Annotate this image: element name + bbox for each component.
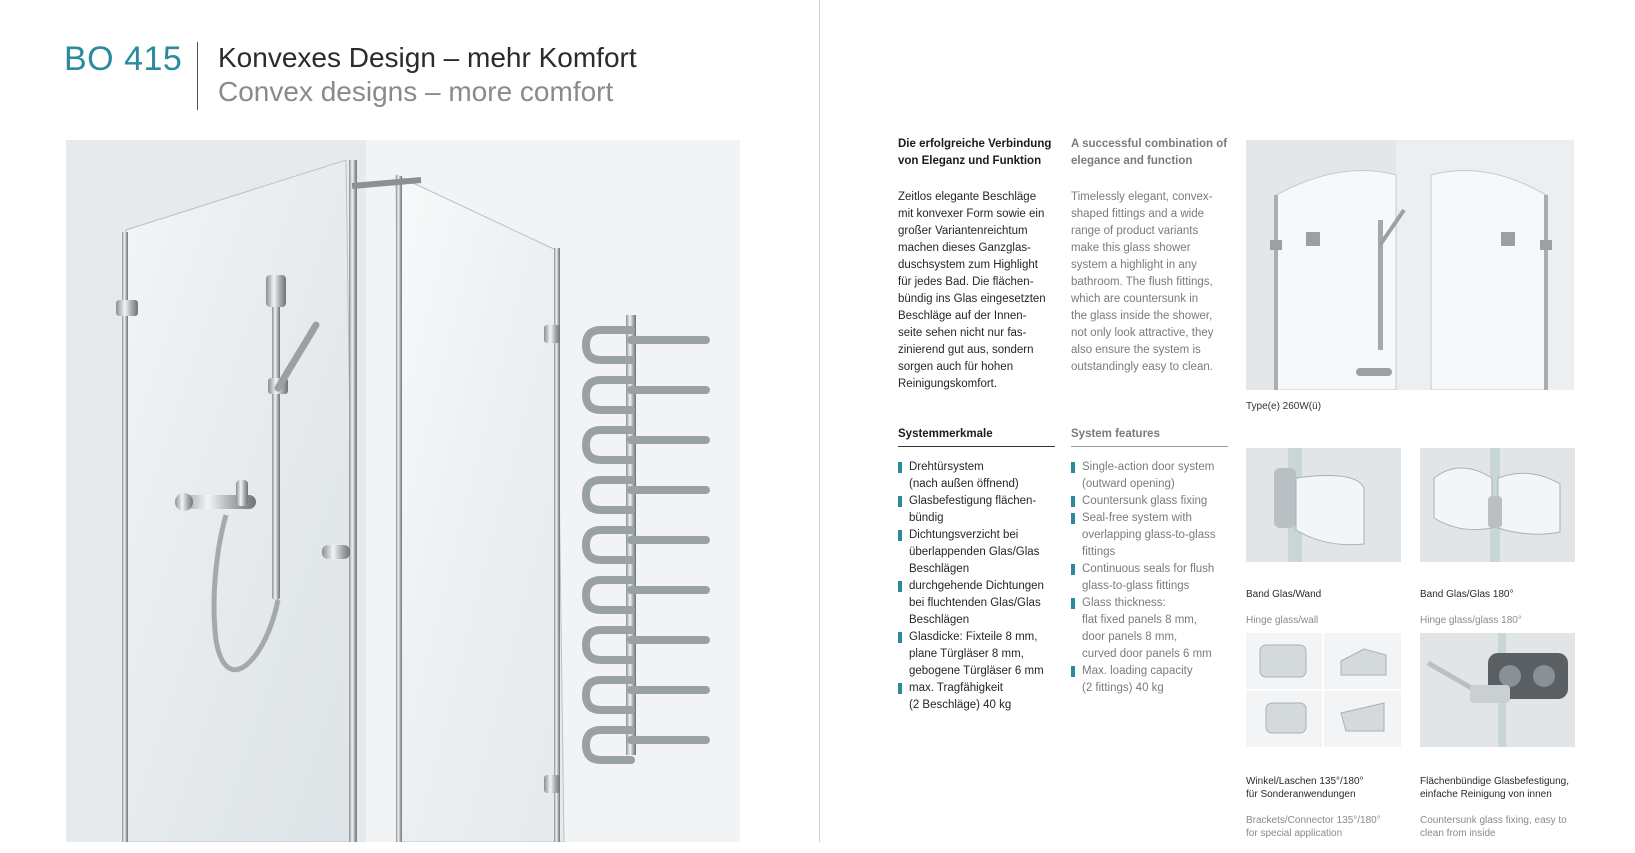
intro-heading-de: Die erfolgreiche Verbindung von Eleganz und Funktion	[898, 138, 1052, 167]
hero-shower-photo	[66, 140, 740, 842]
bullet-bar	[1071, 564, 1075, 575]
intro-body-de: Zeitlos elegante Beschläge mit konvexer Form sowie ein großer Variantenreichtum machen dieses Ganzglas- duschsystem zum Highlight für jedes Bad. Die flächen- bündig ins Glas eingesetzten Beschläge auf der Innen- seite sehen nicht nur fas- zinierend gut aus, sondern sorgen auch für hohen Reinigungskomfort.	[898, 191, 1046, 390]
caption-hinge-glass-wall: Band Glas/Wand Hinge glass/wall	[1246, 589, 1322, 626]
bullet-bar	[898, 496, 902, 507]
photo-flush-glass-fixing	[1420, 633, 1575, 747]
list-item: Drehtürsystem (nach außen öffnend)	[898, 459, 1056, 493]
page-title-de: Konvexes Design – mehr Komfort	[218, 42, 637, 73]
bullet-bar	[898, 462, 902, 473]
photo-hinge-glass-180	[1420, 448, 1575, 562]
list-item: Glasbefestigung flächen- bündig	[898, 493, 1056, 527]
photo-brackets	[1246, 633, 1401, 747]
list-item: Glass thickness: flat fixed panels 8 mm, door panels 8 mm, curved door panels 6 mm	[1071, 595, 1229, 663]
bullet-bar	[1071, 666, 1075, 677]
photo-hinge-glass-wall	[1246, 448, 1401, 562]
caption-flush-glass-fixing: Flächenbündige Glasbefestigung, einfache Reinigung von innen Countersunk glass fixing, easy to clean from inside	[1420, 776, 1569, 839]
bullet-bar	[1071, 496, 1075, 507]
bullet-bar	[1071, 462, 1075, 473]
features-title-en: System features	[1071, 426, 1228, 447]
intro-heading-en: A successful combination of elegance and function	[1071, 138, 1228, 167]
list-item: Single-action door system (outward opening)	[1071, 459, 1229, 493]
features-list-de	[898, 459, 1056, 714]
list-item: Max. loading capacity (2 fittings) 40 kg	[1071, 663, 1229, 697]
model-code: BO 415	[64, 40, 183, 78]
page-spine	[819, 0, 820, 842]
features-list-en	[1071, 459, 1229, 697]
page-title-en: Convex designs – more comfort	[218, 76, 614, 107]
list-item: Countersunk glass fixing	[1071, 493, 1229, 510]
list-item: durchgehende Dichtungen bei fluchtenden Glas/Glas Beschlägen	[898, 578, 1056, 629]
shower-illustration	[66, 140, 740, 842]
list-item: max. Tragfähigkeit (2 Beschläge) 40 kg	[898, 680, 1056, 714]
title-divider	[197, 42, 198, 110]
bullet-bar	[898, 530, 902, 541]
features-title-de: Systemmerkmale	[898, 426, 1055, 447]
caption-brackets: Winkel/Laschen 135°/180° für Sonderanwendungen Brackets/Connector 135°/180° for special application	[1246, 776, 1381, 839]
bullet-bar	[898, 683, 902, 694]
caption-hinge-glass-180: Band Glas/Glas 180° Hinge glass/glass 180°	[1420, 589, 1522, 626]
product-photo-type	[1246, 140, 1574, 390]
list-item: Continuous seals for flush glass-to-glass fittings	[1071, 561, 1229, 595]
intro-body-en: Timelessly elegant, convex- shaped fittings and a wide range of product variants make this glass shower system a highlight in any bathroom. The flush fittings, which are countersunk in the glass inside the shower, not only look attractive, they also ensure the system is outstandingly easy to clean.	[1071, 191, 1214, 373]
bullet-bar	[1071, 513, 1075, 524]
caption-type: Type(e) 260W(ü)	[1246, 401, 1322, 412]
bullet-bar	[1071, 598, 1075, 609]
list-item: Seal-free system with overlapping glass-to-glass fittings	[1071, 510, 1229, 561]
list-item: Glasdicke: Fixteile 8 mm, plane Türgläser 8 mm, gebogene Türgläser 6 mm	[898, 629, 1056, 680]
list-item: Dichtungsverzicht bei überlappenden Glas/Glas Beschlägen	[898, 527, 1056, 578]
bullet-bar	[898, 632, 902, 643]
bullet-bar	[898, 581, 902, 592]
